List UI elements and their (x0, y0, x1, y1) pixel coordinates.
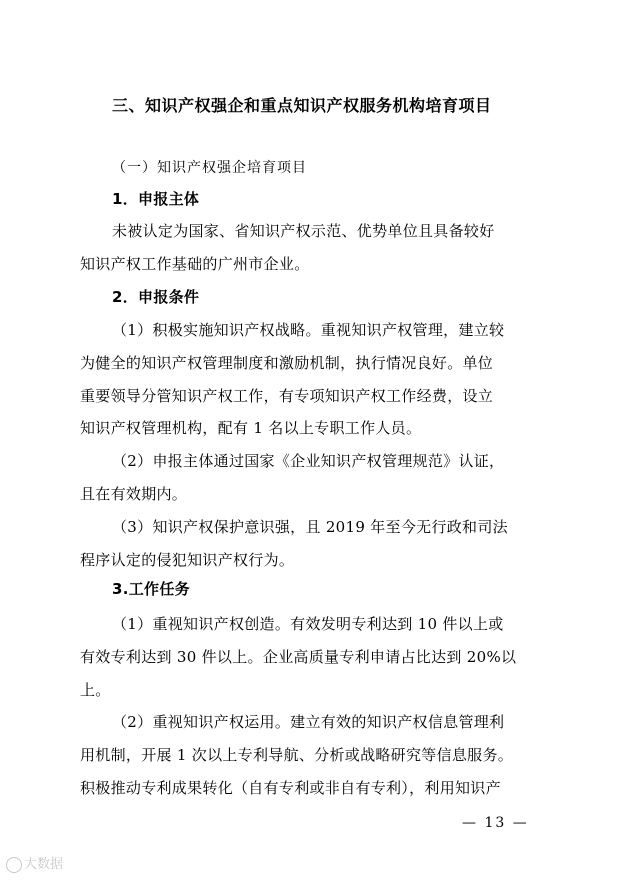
page-number: — 13 — (462, 815, 529, 831)
paragraph-line: （2）重视知识产权运用。建立有效的知识产权信息管理利 (112, 713, 505, 731)
section-title: 三、知识产权强企和重点知识产权服务机构培育项目 (112, 96, 492, 115)
paragraph-line: 为健全的知识产权管理制度和激励机制，执行情况良好。单位 (80, 354, 494, 372)
paragraph-line: 程序认定的侵犯知识产权行为。 (80, 551, 295, 569)
paragraph-line: 用机制，开展 1 次以上专利导航、分析或战略研究等信息服务。 (80, 746, 514, 764)
heading-tasks: 3.工作任务 (112, 580, 190, 598)
watermark-logo-icon (6, 857, 22, 873)
heading-applicant: 1．申报主体 (112, 190, 200, 208)
watermark (6, 853, 63, 873)
paragraph-line: （3）知识产权保护意识强，且 2019 年至今无行政和司法 (112, 518, 508, 536)
paragraph-line: （1）积极实施知识产权战略。重视知识产权管理，建立较 (112, 321, 505, 339)
paragraph-line: 知识产权管理机构，配有 1 名以上专职工作人员。 (80, 419, 422, 437)
paragraph-line: （1）重视知识产权创造。有效发明专利达到 10 件以上或 (112, 615, 504, 633)
paragraph-line: 知识产权工作基础的广州市企业。 (80, 255, 310, 273)
heading-conditions: 2．申报条件 (112, 288, 200, 306)
paragraph-line: 上。 (80, 681, 111, 699)
paragraph-line: 积极推动专利成果转化（自有专利或非自有专利），利用知识产 (80, 779, 501, 797)
paragraph-line: 且在有效期内。 (80, 485, 188, 503)
paragraph-line: 未被认定为国家、省知识产权示范、优势单位且具备较好 (112, 222, 495, 240)
paragraph-line: （2）申报主体通过国家《企业知识产权管理规范》认证， (112, 452, 505, 470)
paragraph-line: 有效专利达到 30 件以上。企业高质量专利申请占比达到 20%以 (80, 648, 517, 666)
paragraph-line: 重要领导分管知识产权工作，有专项知识产权工作经费，设立 (80, 387, 494, 405)
watermark-text: 大数据 (24, 857, 64, 872)
subsection-title: （一）知识产权强企培育项目 (112, 160, 307, 176)
